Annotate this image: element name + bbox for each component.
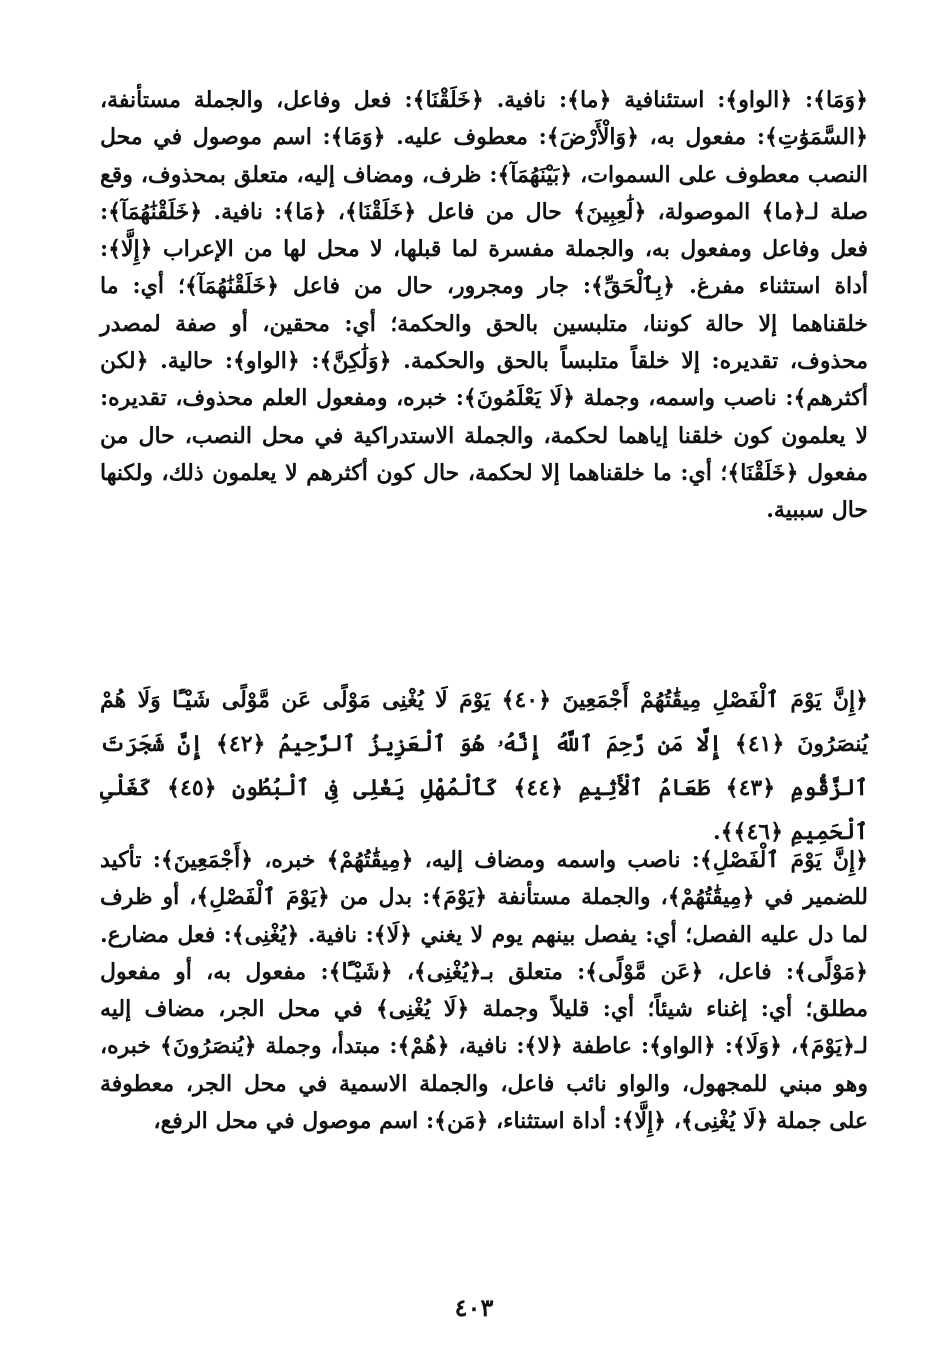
paragraph-text: ﴿إِنَّ يَوْمَ ٱلْفَصْلِ﴾: ناصب واسمه ومضاف إليه، ﴿مِيقَٰتُهُمْ﴾ خبره، ﴿أَجْمَعِينَ﴾: تأكيد للضمير في ﴿مِيقَٰتُهُمْ﴾، والجملة مستأنفة ﴿يَوْمَ﴾: بدل من ﴿يَوْمَ ٱلْفَصْلِ﴾، أو ظرف لما دل عليه الفصل؛ أي: يفصل بينهم يوم لا يغني ﴿لَا﴾: نافية. ﴿يُغْنِى﴾: فعل مضارع. ﴿مَوْلًى﴾: فاعل، ﴿عَن مَّوْلًى﴾: متعلق بـ﴿يُغْنِى﴾، ﴿شَيْـًٔا﴾: مفعول به، أو مفعول مطلق؛ أي: إغناء شيئاً؛ أي: قليلاً وجملة ﴿لَا يُغْنِى﴾ في محل الجر، مضاف إليه لـ﴿يَوْمَ﴾، ﴿وَلَا﴾: ﴿الواو﴾: عاطفة ﴿لا﴾: نافية، ﴿هُمْ﴾: مبتدأ، وجملة ﴿يُنصَرُونَ﴾ خبره، وهو مبني للمجهول، والواو نائب فاعل، والجملة الاسمية في محل الجر، معطوفة على جملة ﴿لَا يُغْنِى﴾، ﴿إِلَّا﴾: أداة استثناء، ﴿مَن﴾: اسم موصول في محل الرفع، bbox=[100, 847, 868, 1135]
quran-verse-block bbox=[100, 678, 868, 854]
page-number: ٤٠٣ bbox=[454, 1293, 494, 1322]
quran-verse-text: ﴿إِنَّ يَوْمَ ٱلْفَصْلِ مِيقَٰتُهُمْ أَجْمَعِينَ ﴿٤٠﴾ يَوْمَ لَا يُغْنِى مَوْلًى عَن مَّوْلًى شَيْـًٔا وَلَا هُمْ يُنصَرُونَ ﴿٤١﴾ إِلَّا مَن رَّحِمَ ٱللَّهُ إِنَّهُۥ هُوَ ٱلْعَزِيزُ ٱلرَّحِيمُ ﴿٤٢﴾ إِنَّ شَجَرَتَ ٱلزَّقُّومِ ﴿٤٣﴾ طَعَامُ ٱلْأَثِيمِ ﴿٤٤﴾ كَٱلْمُهْلِ يَغْلِى فِى ٱلْبُطُونِ ﴿٤٥﴾ كَغَلْىِ ٱلْحَمِيمِ ﴿٤٦﴾﴾. bbox=[100, 687, 869, 845]
paragraph-grammar-analysis-2 bbox=[100, 842, 868, 1140]
paragraph-text: ﴿وَمَا﴾: ﴿الواو﴾: استئنافية ﴿ما﴾: نافية. ﴿خَلَقْنَا﴾: فعل وفاعل، والجملة مستأنفة، ﴿السَّمَوَٰتِ﴾: مفعول به، ﴿وَالْأَرْضَ﴾: معطوف عليه. ﴿وَمَا﴾: اسم موصول في محل النصب معطوف على السموات، ﴿بَيْنَهُمَآ﴾: ظرف، ومضاف إليه، متعلق بمحذوف، وقع صلة لـ﴿ما﴾ الموصولة، ﴿لَٰعِبِينَ﴾ حال من فاعل ﴿خَلَقْنَا﴾، ﴿مَا﴾: نافية. ﴿خَلَقْنَٰهُمَآ﴾: فعل وفاعل ومفعول به، والجملة مفسرة لما قبلها، لا محل لها من الإعراب ﴿إِلَّا﴾: أداة استثناء مفرغ. ﴿بِٱلْحَقِّ﴾: جار ومجرور، حال من فاعل ﴿خَلَقْنَٰهُمَآ﴾؛ أي: ما خلقناهما إلا حالة كوننا، متلبسين بالحق والحكمة؛ أي: محقين، أو صفة لمصدر محذوف، تقديره: إلا خلقاً متلبساً بالحق والحكمة. ﴿وَلَٰكِنَّ﴾: ﴿الواو﴾: حالية. ﴿لكن أكثرهم﴾: ناصب واسمه، وجملة ﴿لَا يَعْلَمُونَ﴾: خبره، ومفعول العلم محذوف، تقديره: لا يعلمون كون خلقنا إياهما لحكمة، والجملة الاستدراكية في محل النصب، حال من مفعول ﴿خَلَقْنَا﴾؛ أي: ما خلقناهما إلا لحكمة، حال كون أكثرهم لا يعلمون ذلك، ولكنها حال سببية. bbox=[100, 87, 869, 524]
paragraph-grammar-analysis-1 bbox=[100, 82, 868, 530]
